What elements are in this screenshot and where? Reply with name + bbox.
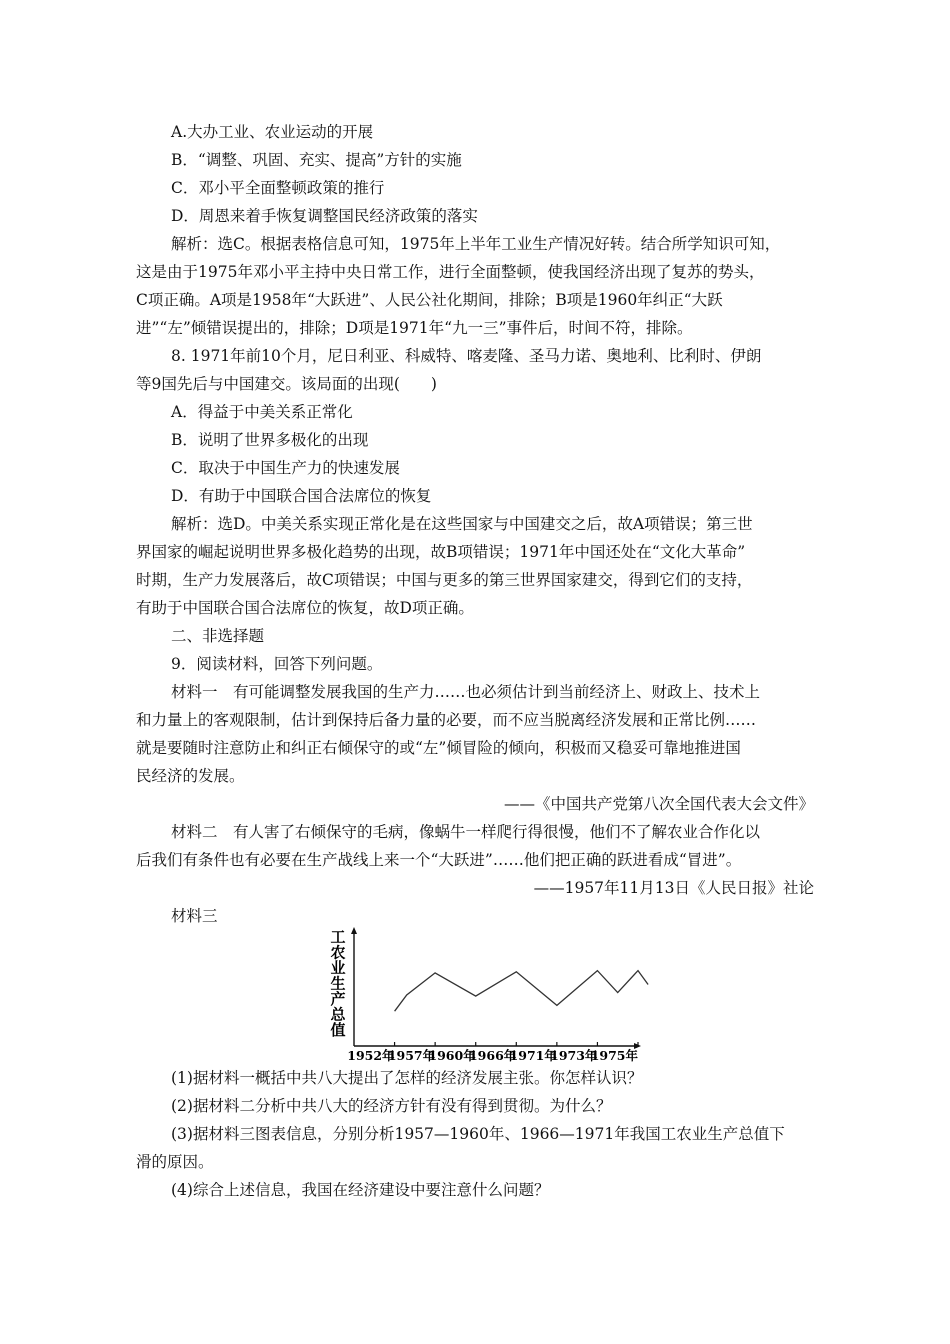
material1-source: ——《中国共产党第八次全国代表大会文件》 [503, 795, 814, 813]
question-3: (3)据材料三图表信息，分别分析1957—1960年、1966—1971年我国工农业生产总值下 [171, 1125, 785, 1143]
q8-analysis-line: 界国家的崛起说明世界多极化趋势的出现，故B项错误；1971年中国还处在“文化大革命” [136, 543, 746, 561]
q8-option-b: B．说明了世界多极化的出现 [171, 431, 369, 449]
q7-analysis-line: C项正确。A项是1958年“大跃进”、人民公社化期间，排除；B项是1960年纠正“大跃 [136, 291, 723, 309]
material2-source: ——1957年11月13日《人民日报》社论 [533, 879, 814, 897]
material1-line: 材料一 有可能调整发展我国的生产力……也必须估计到当前经济上、财政上、技术上 [171, 683, 761, 701]
q7-option-c: C．邓小平全面整顿政策的推行 [171, 179, 385, 197]
q7-option-d: D．周恩来着手恢复调整国民经济政策的落实 [171, 207, 478, 225]
chart-y-axis-arrow [351, 927, 357, 934]
material1-line: 就是要随时注意防止和纠正右倾保守的或“左”倾冒险的倾向，积极而又稳妥可靠地推进国 [136, 739, 741, 757]
chart-x-tick-label: 1973年 [550, 1048, 598, 1063]
section-title: 二、非选择题 [171, 627, 265, 645]
q8-option-a: A．得益于中美关系正常化 [171, 403, 353, 421]
material1-line: 和力量上的客观限制，估计到保持后备力量的必要，而不应当脱离经济发展和正常比例…… [136, 711, 757, 729]
q7-analysis-line: 解析：选C。根据表格信息可知，1975年上半年工业生产情况好转。结合所学知识可知， [171, 235, 781, 253]
q7-option-a: A.大办工业、农业运动的开展 [171, 123, 374, 141]
q7-option-b: B．“调整、巩固、充实、提高”方针的实施 [171, 151, 462, 169]
chart-series-line [395, 971, 648, 1012]
q9-stem: 9．阅读材料，回答下列问题。 [171, 655, 383, 673]
chart-x-tick-label: 1952年 [347, 1048, 395, 1063]
material1-line: 民经济的发展。 [136, 767, 245, 785]
chart-x-tick-label: 1957年 [387, 1048, 436, 1063]
q8-option-d: D．有助于中国联合国合法席位的恢复 [171, 487, 432, 505]
q8-stem-line: 8. 1971年前10个月，尼日利亚、科威特、喀麦隆、圣马力诺、奥地利、比利时、伊朗 [171, 347, 762, 365]
question-1: (1)据材料一概括中共八大提出了怎样的经济发展主张。你怎样认识？ [171, 1069, 643, 1087]
q8-option-c: C．取决于中国生产力的快速发展 [171, 459, 400, 477]
question-3-cont: 滑的原因。 [136, 1153, 214, 1171]
material2-line: 材料二 有人害了右倾保守的毛病，像蜗牛一样爬行得很慢，他们不了解农业合作化以 [171, 823, 761, 841]
q8-analysis-line: 解析：选D。中美关系实现正常化是在这些国家与中国建交之后，故A项错误；第三世 [171, 515, 753, 533]
q7-analysis-line: 这是由于1975年邓小平主持中央日常工作，进行全面整顿，使我国经济出现了复苏的势头， [136, 263, 765, 281]
chart-x-tick-label: 1975年 [590, 1048, 638, 1063]
chart-y-label: 工农业生产总值 [330, 928, 346, 1039]
question-2: (2)据材料二分析中共八大的经济方针有没有得到贯彻。为什么？ [171, 1097, 612, 1115]
question-4: (4)综合上述信息，我国在经济建设中要注意什么问题？ [171, 1181, 550, 1199]
q7-analysis-line: 进”“左”倾错误提出的，排除；D项是1971年“九一三”事件后，时间不符，排除。 [136, 319, 693, 337]
q8-analysis-line: 有助于中国联合国合法席位的恢复，故D项正确。 [136, 599, 474, 617]
production-value-chart [322, 924, 652, 1064]
chart-x-tick-label: 1971年 [509, 1048, 557, 1063]
chart-x-tick-label: 1966年 [468, 1048, 517, 1063]
material3-label: 材料三 [171, 907, 218, 925]
q8-analysis-line: 时期，生产力发展落后，故C项错误；中国与更多的第三世界国家建交，得到它们的支持， [136, 571, 753, 589]
chart-x-tick-label: 1960年 [428, 1048, 476, 1063]
material2-line: 后我们有条件也有必要在生产战线上来一个“大跃进”……他们把正确的跃进看成“冒进”。 [136, 851, 742, 869]
q8-stem-line: 等9国先后与中国建交。该局面的出现( ) [136, 375, 437, 393]
chart-y-axis-label [330, 928, 346, 1039]
